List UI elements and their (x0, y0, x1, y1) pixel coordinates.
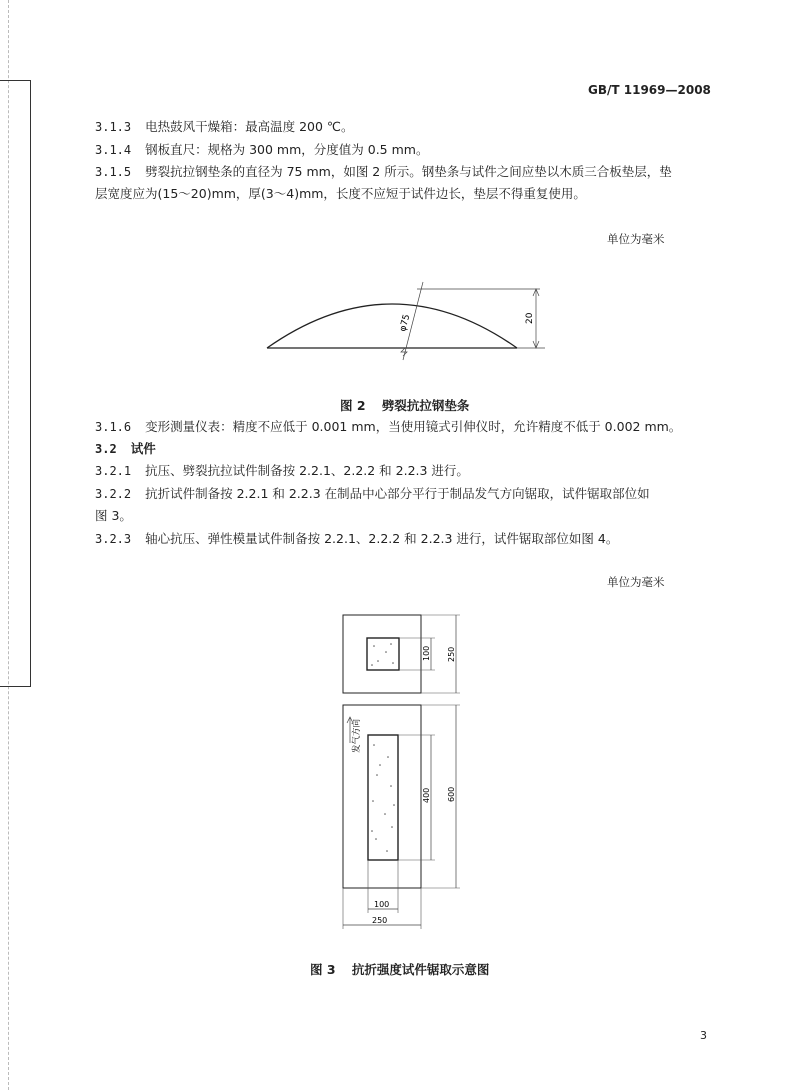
clause-number: 3.1.4 (95, 143, 132, 157)
bottom-specimen-inner (368, 735, 398, 860)
dim-outer-top-label: 250 (447, 646, 456, 662)
clause-number: 3.1.5 (95, 165, 132, 179)
page-number: 3 (700, 1029, 707, 1042)
clause-3-1-6 (95, 417, 681, 437)
clause-3-2-2 (95, 484, 650, 504)
clause-text: 电热鼓风干燥箱：最高温度 200 ℃。 (145, 119, 354, 134)
figure2-drawing (255, 272, 555, 362)
bottom-specimen-speckle (371, 744, 395, 852)
binding-margin-box (0, 80, 31, 687)
clause-3-1-5 (95, 162, 672, 182)
clause-3-1-3 (95, 117, 353, 137)
clause-3-2-2-cont: 图 3。 (95, 508, 132, 523)
radius-label: φ75 (398, 313, 413, 333)
dim-outer-bottom-label: 600 (447, 786, 456, 802)
figure3-caption-num: 图 3 (310, 962, 336, 977)
clause-3-2-3 (95, 529, 618, 549)
clause-text: 抗压、劈裂抗拉试件制备按 2.2.1、2.2.2 和 2.2.3 进行。 (145, 463, 469, 478)
clause-text: 劈裂抗拉钢垫条的直径为 75 mm，如图 2 所示。钢垫条与试件之间应垫以木质三合板垫层，垫 (145, 164, 672, 179)
section-number: 3.2 (95, 442, 117, 456)
clause-number: 3.2.2 (95, 487, 132, 501)
section-3-2 (95, 439, 156, 459)
top-specimen-speckle (371, 643, 394, 666)
figure3-caption (310, 960, 489, 978)
steel-strip-arc (267, 304, 517, 348)
clause-text: 抗折试件制备按 2.2.1 和 2.2.3 在制品中心部分平行于制品发气方向锯取，试件锯取部位如 (145, 486, 650, 501)
clause-3-1-5-cont: 层宽度应为(15～20)mm，厚(3～4)mm，长度不应短于试件边长，垫层不得重复使用。 (95, 186, 586, 201)
clause-text: 钢板直尺：规格为 300 mm，分度值为 0.5 mm。 (145, 142, 429, 157)
section-title: 试件 (130, 441, 156, 456)
figure2-unit-note: 单位为毫米 (607, 232, 665, 246)
top-specimen-outer (343, 615, 421, 693)
clause-3-2-1 (95, 461, 469, 481)
standard-code: GB/T 11969—2008 (588, 83, 711, 97)
dim-inner-top-label: 100 (422, 645, 431, 661)
clause-3-1-4 (95, 140, 428, 160)
figure2-caption-text: 劈裂抗拉钢垫条 (381, 398, 470, 413)
clause-number: 3.1.6 (95, 420, 132, 434)
dim-width-inner-label: 100 (374, 900, 390, 909)
clause-number: 3.2.3 (95, 532, 132, 546)
figure3-drawing (330, 605, 470, 935)
figure2-caption (340, 396, 469, 414)
dim-width-outer-label: 250 (372, 916, 388, 925)
dim-inner-bottom-label: 400 (422, 787, 431, 803)
clause-number: 3.1.3 (95, 120, 132, 134)
direction-label: 发气方向 (352, 718, 362, 753)
clause-text: 变形测量仪表：精度不应低于 0.001 mm，当使用镜式引伸仪时，允许精度不低于 0.002 mm。 (145, 419, 682, 434)
clause-text: 轴心抗压、弹性模量试件制备按 2.2.1、2.2.2 和 2.2.3 进行，试件锯取部位如图 4。 (145, 531, 619, 546)
figure3-unit-note: 单位为毫米 (607, 575, 665, 589)
height-label: 20 (525, 312, 535, 324)
figure3-caption-text: 抗折强度试件锯取示意图 (351, 962, 490, 977)
clause-number: 3.2.1 (95, 464, 132, 478)
figure2-caption-num: 图 2 (340, 398, 366, 413)
